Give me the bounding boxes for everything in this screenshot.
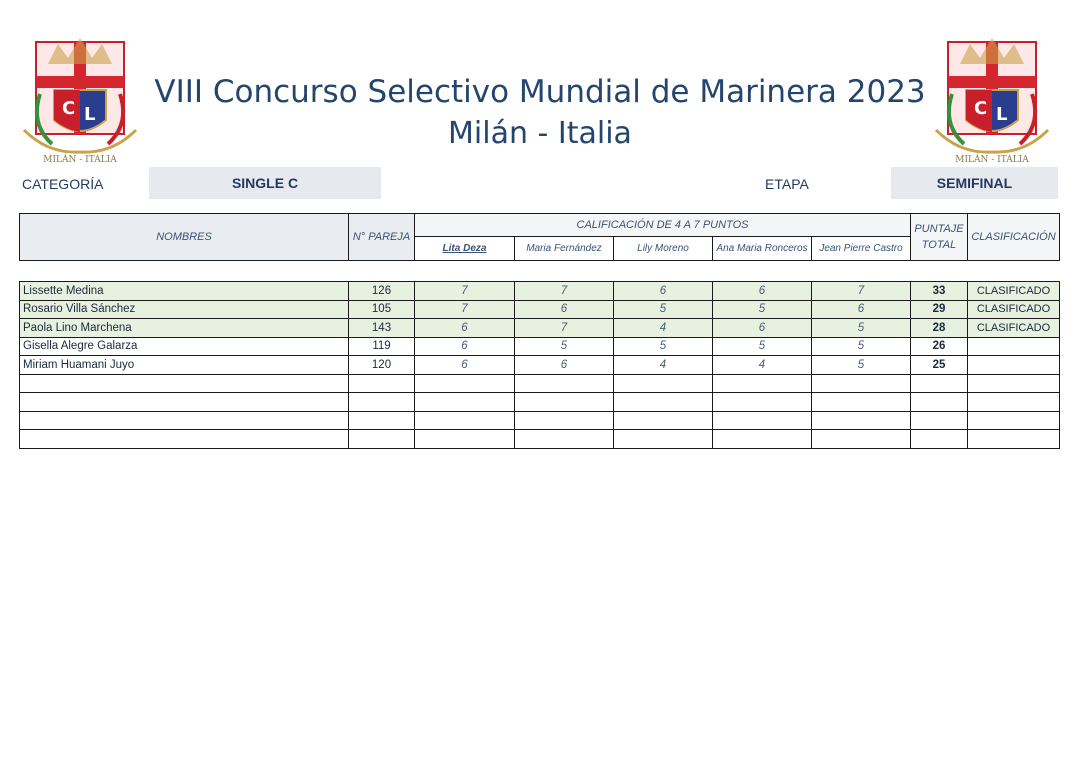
judge-name: Lily Moreno <box>614 237 713 261</box>
judge-name: Jean Pierre Castro <box>812 237 911 261</box>
judge-score: 4 <box>614 356 713 375</box>
classification-status <box>968 337 1060 356</box>
column-header-total: PUNTAJE TOTAL <box>911 214 968 261</box>
empty-cell <box>968 411 1060 430</box>
judge-score: 5 <box>812 319 911 338</box>
empty-cell <box>911 430 968 449</box>
judge-score: 5 <box>812 356 911 375</box>
pair-number: 126 <box>349 282 415 301</box>
empty-cell <box>614 430 713 449</box>
svg-text:C: C <box>62 98 76 119</box>
judge-score: 7 <box>515 282 614 301</box>
classification-status: CLASIFICADO <box>968 319 1060 338</box>
judge-score: 6 <box>614 282 713 301</box>
participant-name: Rosario Villa Sánchez <box>20 300 349 319</box>
empty-cell <box>515 374 614 393</box>
empty-cell <box>812 393 911 412</box>
empty-cell <box>415 393 515 412</box>
empty-cell <box>713 374 812 393</box>
total-score: 26 <box>911 337 968 356</box>
column-header-scores: CALIFICACIÓN DE 4 A 7 PUNTOS <box>415 214 911 237</box>
judge-score: 4 <box>713 356 812 375</box>
empty-cell <box>614 411 713 430</box>
stage-label: ETAPA <box>765 176 809 192</box>
classification-status <box>968 356 1060 375</box>
empty-cell <box>20 430 349 449</box>
empty-cell <box>911 411 968 430</box>
empty-cell <box>20 411 349 430</box>
empty-cell <box>812 430 911 449</box>
classification-status: CLASIFICADO <box>968 300 1060 319</box>
empty-cell <box>968 430 1060 449</box>
empty-cell <box>812 374 911 393</box>
pair-number: 120 <box>349 356 415 375</box>
empty-cell <box>349 374 415 393</box>
judge-name: Lita Deza <box>415 237 515 261</box>
empty-cell <box>349 430 415 449</box>
table-row <box>20 356 1060 375</box>
empty-cell <box>515 430 614 449</box>
empty-cell <box>614 374 713 393</box>
empty-cell <box>415 430 515 449</box>
svg-text:MILÁN - ITALIA: MILÁN - ITALIA <box>43 155 117 165</box>
club-crest-logo <box>930 34 1054 166</box>
participant-name: Paola Lino Marchena <box>20 319 349 338</box>
svg-text:MILÁN - ITALIA: MILÁN - ITALIA <box>955 155 1029 165</box>
empty-cell <box>349 411 415 430</box>
judge-score: 6 <box>515 300 614 319</box>
svg-text:L: L <box>996 104 1008 125</box>
table-row <box>20 282 1060 301</box>
judge-score: 6 <box>713 282 812 301</box>
participant-name: Gisella Alegre Galarza <box>20 337 349 356</box>
total-score: 33 <box>911 282 968 301</box>
empty-cell <box>968 393 1060 412</box>
results-table-header <box>19 213 1060 261</box>
judge-name: Maria Fernández <box>515 237 614 261</box>
category-label: CATEGORÍA <box>22 176 104 192</box>
judge-score: 7 <box>415 282 515 301</box>
total-score: 28 <box>911 319 968 338</box>
participant-name: Miriam Huamani Juyo <box>20 356 349 375</box>
pair-number: 105 <box>349 300 415 319</box>
judge-score: 6 <box>812 300 911 319</box>
column-header-pair: N° PAREJA <box>349 214 415 261</box>
judge-score: 7 <box>515 319 614 338</box>
empty-cell <box>713 430 812 449</box>
empty-cell <box>968 374 1060 393</box>
total-score: 25 <box>911 356 968 375</box>
judge-score: 7 <box>415 300 515 319</box>
judge-score: 5 <box>812 337 911 356</box>
svg-text:C: C <box>974 98 988 119</box>
empty-cell <box>415 411 515 430</box>
judge-score: 6 <box>415 319 515 338</box>
svg-text:L: L <box>84 104 96 125</box>
empty-cell <box>911 393 968 412</box>
empty-cell <box>415 374 515 393</box>
judge-score: 6 <box>515 356 614 375</box>
table-row <box>20 319 1060 338</box>
total-score: 29 <box>911 300 968 319</box>
judge-score: 5 <box>614 300 713 319</box>
table-row <box>20 337 1060 356</box>
table-row <box>20 430 1060 449</box>
category-value: SINGLE C <box>149 167 381 199</box>
judge-score: 5 <box>515 337 614 356</box>
empty-cell <box>349 393 415 412</box>
judge-score: 5 <box>713 337 812 356</box>
pair-number: 143 <box>349 319 415 338</box>
empty-cell <box>614 393 713 412</box>
empty-cell <box>713 393 812 412</box>
empty-cell <box>20 374 349 393</box>
empty-cell <box>812 411 911 430</box>
pair-number: 119 <box>349 337 415 356</box>
table-row <box>20 393 1060 412</box>
judge-score: 6 <box>713 319 812 338</box>
table-row <box>20 300 1060 319</box>
empty-cell <box>713 411 812 430</box>
page-subtitle: Milán - Italia <box>448 116 632 151</box>
judge-score: 6 <box>415 337 515 356</box>
empty-cell <box>911 374 968 393</box>
empty-cell <box>515 411 614 430</box>
club-crest-logo <box>18 34 142 166</box>
results-table <box>19 281 1060 449</box>
judge-name: Ana Maria Ronceros <box>713 237 812 261</box>
judge-score: 6 <box>415 356 515 375</box>
participant-name: Lissette Medina <box>20 282 349 301</box>
column-header-names: NOMBRES <box>20 214 349 261</box>
judge-score: 5 <box>614 337 713 356</box>
judge-score: 5 <box>713 300 812 319</box>
empty-cell <box>515 393 614 412</box>
judge-score: 7 <box>812 282 911 301</box>
table-row <box>20 411 1060 430</box>
judge-score: 4 <box>614 319 713 338</box>
page-title: VIII Concurso Selectivo Mundial de Marinera 2023 <box>154 74 926 110</box>
classification-status: CLASIFICADO <box>968 282 1060 301</box>
column-header-classification: CLASIFICACIÓN <box>968 214 1060 261</box>
stage-value: SEMIFINAL <box>891 167 1058 199</box>
table-row <box>20 374 1060 393</box>
empty-cell <box>20 393 349 412</box>
